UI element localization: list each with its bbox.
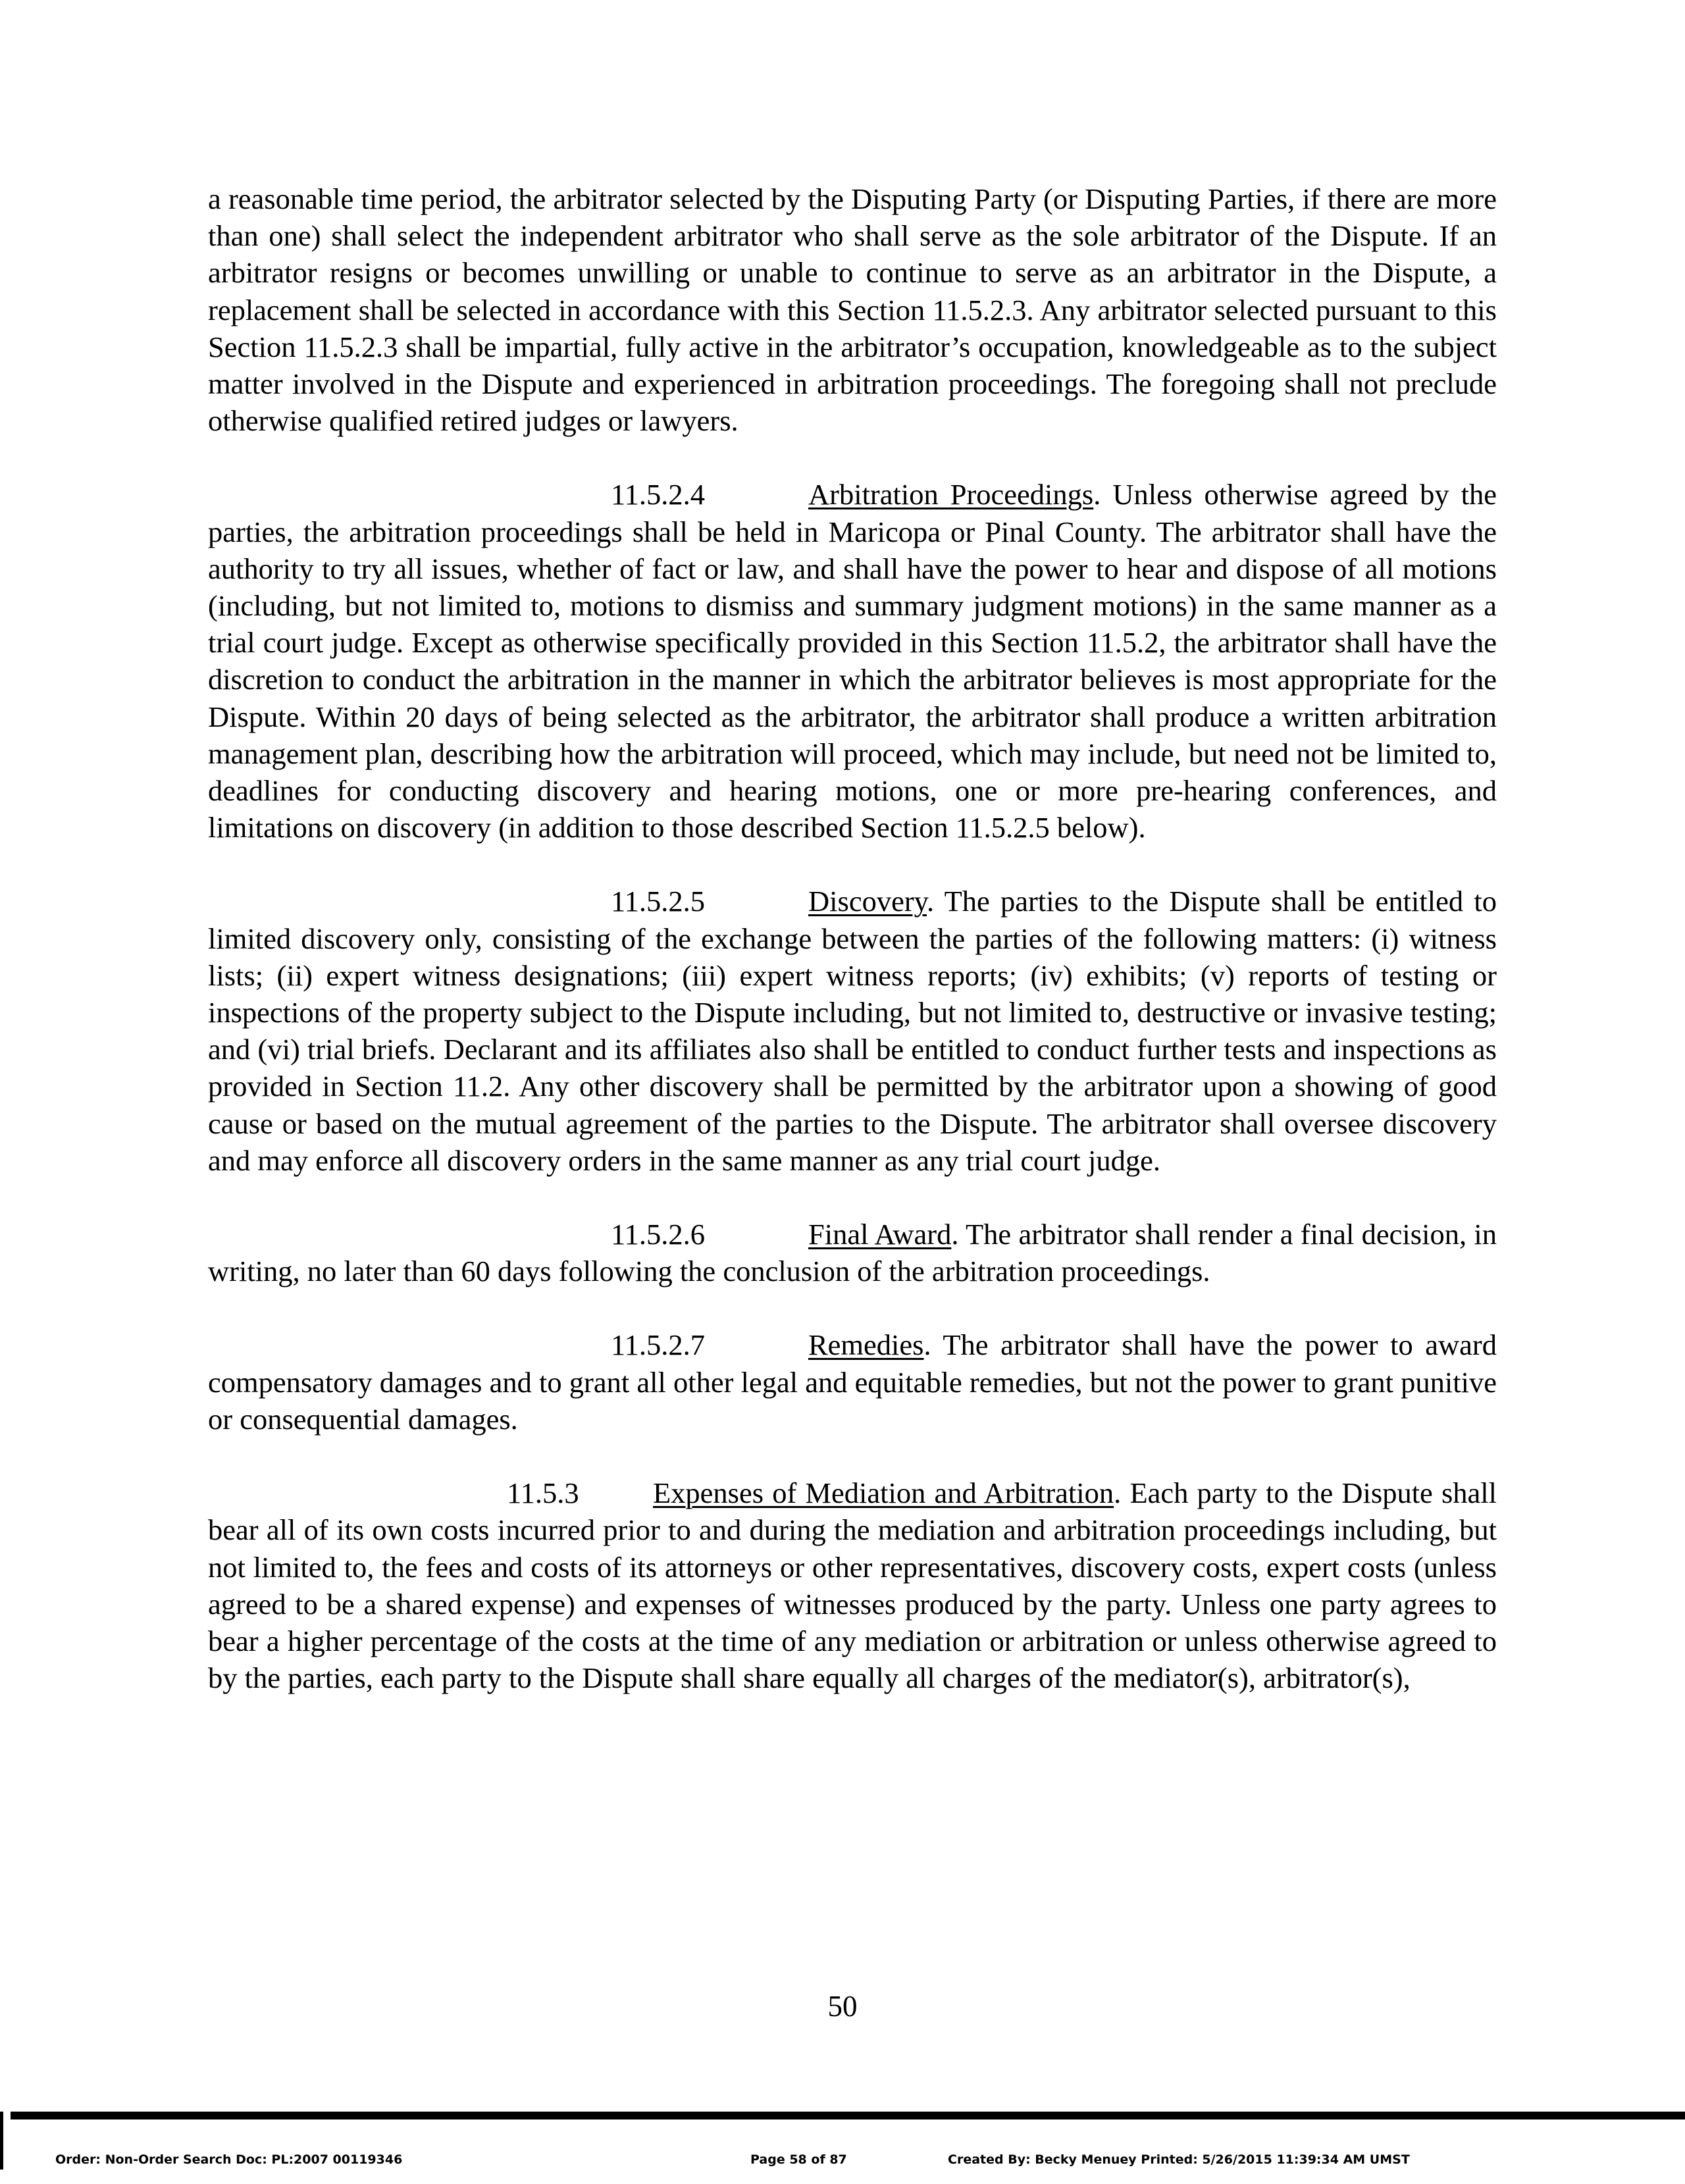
section-title: Expenses of Mediation and Arbitration	[653, 1476, 1114, 1510]
section-title: Discovery	[808, 885, 927, 918]
paragraph-text: . The arbitrator shall have the power to award compensatory damages and to grant all other legal and equitable remedies, but not the power to grant punitive or consequential damages.	[208, 1328, 1497, 1436]
page-number: 50	[827, 1990, 858, 2023]
paragraph-text: a reasonable time period, the arbitrator selected by the Disputing Party (or Disputing Parties, if there are more than one) shall select the independent arbitrator who shall serve as the sole arbitrator of the Dispute. If an arbitrator resigns or becomes unwilling or unable to continue to serve as an arbitrator in the Dispute, a replacement shall be selected in accordance with this Section 11.5.2.3. Any arbitrator selected pursuant to this Section 11.5.2.3 shall be impartial, fully active in the arbitrator’s occupation, knowledgeable as to the subject matter involved in the Dispute and experienced in arbitration proceedings. The foregoing shall not preclude otherwise qualified retired judges or lawyers.	[208, 182, 1497, 438]
section-title: Arbitration Proceedings	[808, 478, 1094, 511]
section-number: 11.5.3	[507, 1476, 579, 1510]
paragraph-text: . The arbitrator shall render a final decision, in writing, no later than 60 days following the conclusion of the arbitration proceedings.	[208, 1218, 1497, 1288]
paragraph-continuation	[208, 180, 1497, 439]
footer-created-info: Created By: Becky Menuey Printed: 5/26/2015 11:39:34 AM UMST	[948, 2152, 1410, 2167]
section-11-5-2-5	[208, 883, 1497, 1179]
document-body	[208, 180, 1497, 1696]
paragraph-text: . The parties to the Dispute shall be entitled to limited discovery only, consisting of the exchange between the parties of the following matters: (i) witness lists; (ii) expert witness designations; (iii) expert witness reports; (iv) exhibits; (v) reports of testing or inspections of the property subject to the Dispute including, but not limited to, destructive or invasive testing; and (vi) trial briefs. Declarant and its affiliates also shall be entitled to conduct further tests and inspections as provided in Section 11.2. Any other discovery shall be permitted by the arbitrator upon a showing of good cause or based on the mutual agreement of the parties to the Dispute. The arbitrator shall oversee discovery and may enforce all discovery orders in the same manner as any trial court judge.	[208, 885, 1497, 1177]
section-11-5-2-6	[208, 1216, 1497, 1289]
footer-order-info: Order: Non-Order Search Doc: PL:2007 00119346	[55, 2152, 403, 2167]
section-11-5-3	[208, 1474, 1497, 1696]
paragraph-text: . Each party to the Dispute shall bear all of its own costs incurred prior to and during the mediation and arbitration proceedings including, but not limited to, the fees and costs of its attorneys or other representatives, discovery costs, expert costs (unless agreed to be a shared expense) and expenses of witnesses produced by the party. Unless one party agrees to bear a higher percentage of the costs at the time of any mediation or arbitration or unless otherwise agreed to by the parties, each party to the Dispute shall share equally all charges of the mediator(s), arbitrator(s),	[208, 1476, 1497, 1695]
footer-divider	[11, 2112, 1685, 2119]
section-title: Remedies	[808, 1328, 924, 1362]
section-title: Final Award	[808, 1218, 952, 1251]
print-footer	[0, 2152, 1685, 2172]
section-number: 11.5.2.4	[611, 478, 705, 511]
section-number: 11.5.2.7	[611, 1328, 705, 1362]
section-number: 11.5.2.6	[611, 1218, 705, 1251]
paragraph-text: . Unless otherwise agreed by the parties, the arbitration proceedings shall be held in Maricopa or Pinal County. The arbitrator shall have the authority to try all issues, whether of fact or law, and shall have the power to hear and dispose of all motions (including, but not limited to, motions to dismiss and summary judgment motions) in the same manner as a trial court judge. Except as otherwise specifically provided in this Section 11.5.2, the arbitrator shall have the discretion to conduct the arbitration in the manner in which the arbitrator believes is most appropriate for the Dispute. Within 20 days of being selected as the arbitrator, the arbitrator shall produce a written arbitration management plan, describing how the arbitration will proceed, which may include, but need not be limited to, deadlines for conducting discovery and hearing motions, one or more pre-hearing conferences, and limitations on discovery (in addition to those described Section 11.5.2.5 below).	[208, 478, 1497, 845]
section-11-5-2-7	[208, 1326, 1497, 1438]
footer-page-count: Page 58 of 87	[750, 2152, 847, 2167]
section-number: 11.5.2.5	[611, 885, 705, 918]
section-11-5-2-4	[208, 476, 1497, 846]
